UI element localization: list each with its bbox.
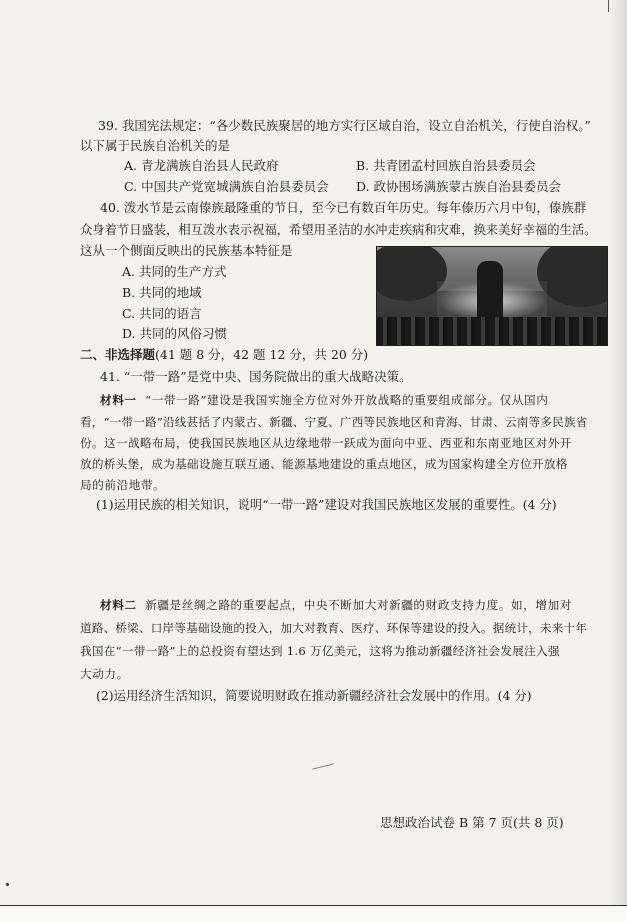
q41-stem: 41. “一带一路”是党中央、国务院做出的重大战略决策。 bbox=[100, 369, 412, 384]
q40-stem-line3: 这从一个侧面反映出的民族基本特征是 bbox=[80, 243, 293, 258]
q41-material2-line3: 我国在“一带一路”上的总投资有望达到 1.6 万亿美元，这将为推动新疆经济社会发展注入强 bbox=[80, 644, 560, 658]
stray-dot-mark bbox=[6, 883, 9, 886]
q40-stem-line2: 众身着节日盛装，相互泼水表示祝福，希望用圣洁的水冲走疾病和灾难，换来美好幸福的生活。 bbox=[80, 223, 597, 237]
q41-material1-line5: 局的前沿地带。 bbox=[80, 478, 166, 492]
material1-text: “一带一路”建设是我国实施全方位对外开放战略的重要组成部分。仅从国内 bbox=[145, 393, 549, 407]
q39-option-a: A. 青龙满族自治县人民政府 bbox=[124, 158, 279, 173]
photo-crowd bbox=[377, 317, 607, 345]
q41-subquestion-2: (2)运用经济生活知识，简要说明财政在推动新疆经济社会发展中的作用。(4 分) bbox=[96, 688, 532, 703]
margin-tick-mark bbox=[608, 0, 609, 12]
q40-option-b: B. 共同的地域 bbox=[122, 285, 202, 300]
q40-option-d: D. 共同的风俗习惯 bbox=[122, 326, 228, 341]
q41-material1-line4: 放的桥头堡，成为基础设施互联互通、能源基地建设的重点地区，成为国家构建全方位开放格 bbox=[80, 457, 568, 471]
photo-tree-right bbox=[537, 246, 608, 307]
q41-material1-line1 bbox=[100, 392, 548, 408]
q41-material1-line3: 份。这一战略布局，使我国民族地区从边缘地带一跃成为面向中亚、西亚和东南亚地区对外开 bbox=[80, 436, 572, 450]
material2-text: 新疆是丝绸之路的重要起点，中央不断加大对新疆的财政支持力度。如，增加对 bbox=[145, 598, 572, 612]
q41-material2-line4: 大动力。 bbox=[80, 667, 129, 681]
q40-option-a: A. 共同的生产方式 bbox=[122, 264, 227, 279]
q40-stem-line1: 40. 泼水节是云南傣族最隆重的节日，至今已有数百年历史。每年傣历六月中旬，傣族群 bbox=[100, 200, 587, 215]
page-edge-shadow bbox=[609, 0, 627, 921]
material2-label: 材料二 bbox=[100, 598, 137, 612]
material1-label: 材料一 bbox=[100, 393, 137, 407]
q40-option-c: C. 共同的语言 bbox=[122, 306, 202, 321]
q39-option-d: D. 政协围场满族蒙古族自治县委员会 bbox=[356, 179, 562, 194]
scan-bottom-edge bbox=[0, 905, 627, 922]
q39-option-c: C. 中国共产党宽城满族自治县委员会 bbox=[124, 179, 329, 194]
stray-pen-mark bbox=[312, 763, 334, 769]
q39-stem-line1: 39. 我国宪法规定：“各少数民族聚居的地方实行区域自治，设立自治机关，行使自治权。” bbox=[98, 118, 591, 133]
q41-material2-line2: 道路、桥梁、口岸等基础设施的投入，加大对教育、医疗、环保等建设的投入。据统计，未来十年 bbox=[80, 621, 588, 635]
water-festival-photo bbox=[376, 246, 608, 346]
photo-statue bbox=[477, 261, 503, 319]
q41-material1-line2: 看，“一带一路”沿线甚括了内蒙古、新疆、宁夏、广西等民族地区和青海、甘肃、云南等多民族省 bbox=[80, 415, 588, 429]
section2-heading-line bbox=[80, 347, 368, 363]
page-footer: 思想政治试卷 B 第 7 页(共 8 页) bbox=[380, 815, 564, 830]
q39-option-b: B. 共青团孟村回族自治县委员会 bbox=[356, 158, 536, 173]
q41-material2-line1 bbox=[100, 597, 572, 613]
section2-heading: 二、非选择题 bbox=[80, 347, 156, 362]
section2-score-note: (41 题 8 分，42 题 12 分，共 20 分) bbox=[155, 347, 369, 362]
q39-stem-line2: 以下属于民族自治机关的是 bbox=[80, 138, 231, 153]
q41-subquestion-1: (1)运用民族的相关知识，说明“一带一路”建设对我国民族地区发展的重要性。(4 分) bbox=[96, 497, 557, 512]
